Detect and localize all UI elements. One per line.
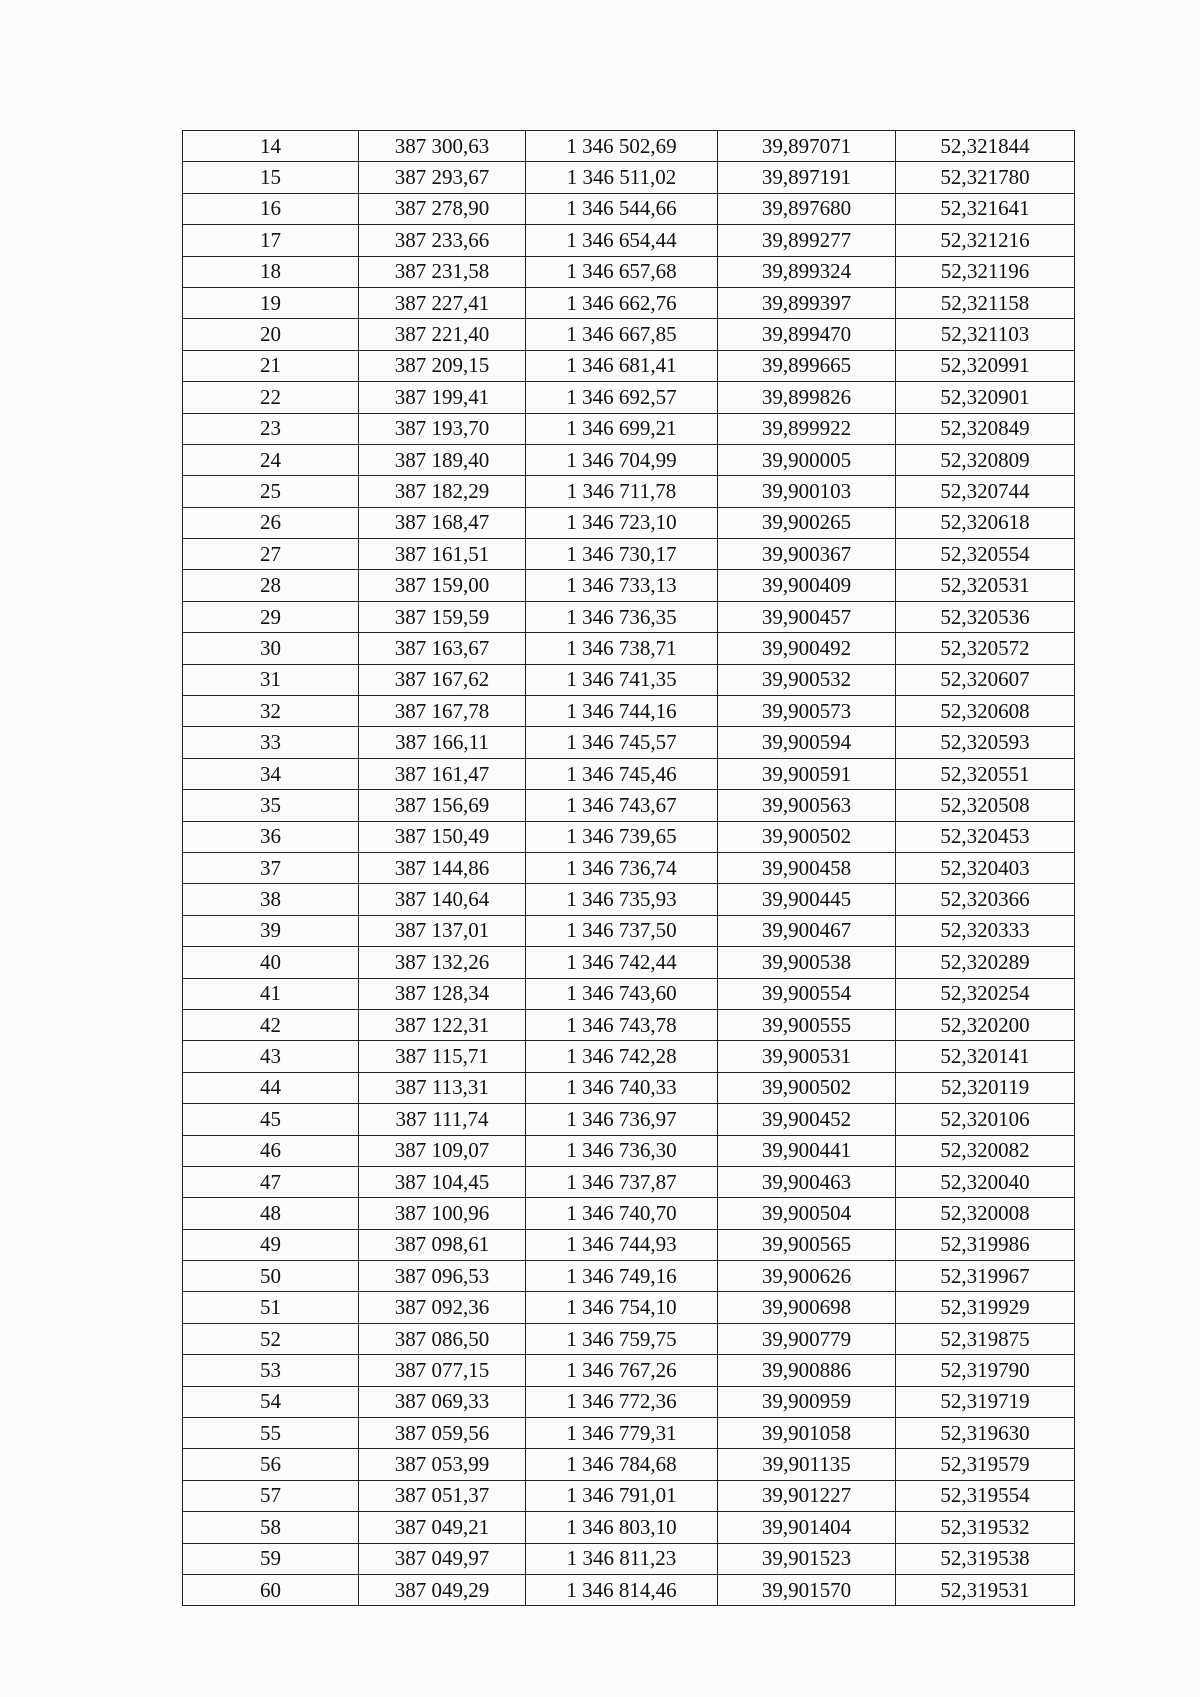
table-row (183, 1041, 1075, 1072)
point-number-cell: 41 (183, 978, 359, 1009)
latitude-cell: 52,321641 (896, 193, 1075, 224)
point-number-cell: 20 (183, 319, 359, 350)
latitude-cell: 52,320508 (896, 790, 1075, 821)
y-coordinate-cell: 1 346 736,35 (526, 601, 718, 632)
latitude-cell: 52,320551 (896, 758, 1075, 789)
y-coordinate-cell: 1 346 736,97 (526, 1104, 718, 1135)
point-number-cell: 52 (183, 1323, 359, 1354)
point-number-cell: 35 (183, 790, 359, 821)
x-coordinate-cell: 387 189,40 (359, 444, 526, 475)
x-coordinate-cell: 387 182,29 (359, 476, 526, 507)
point-number-cell: 19 (183, 287, 359, 318)
y-coordinate-cell: 1 346 667,85 (526, 319, 718, 350)
longitude-cell: 39,900409 (718, 570, 896, 601)
latitude-cell: 52,320106 (896, 1104, 1075, 1135)
longitude-cell: 39,897191 (718, 162, 896, 193)
y-coordinate-cell: 1 346 741,35 (526, 664, 718, 695)
y-coordinate-cell: 1 346 662,76 (526, 287, 718, 318)
y-coordinate-cell: 1 346 749,16 (526, 1261, 718, 1292)
longitude-cell: 39,900531 (718, 1041, 896, 1072)
longitude-cell: 39,900698 (718, 1292, 896, 1323)
x-coordinate-cell: 387 150,49 (359, 821, 526, 852)
point-number-cell: 15 (183, 162, 359, 193)
latitude-cell: 52,320453 (896, 821, 1075, 852)
point-number-cell: 34 (183, 758, 359, 789)
latitude-cell: 52,320536 (896, 601, 1075, 632)
y-coordinate-cell: 1 346 740,70 (526, 1198, 718, 1229)
longitude-cell: 39,900538 (718, 947, 896, 978)
y-coordinate-cell: 1 346 784,68 (526, 1449, 718, 1480)
point-number-cell: 29 (183, 601, 359, 632)
longitude-cell: 39,900594 (718, 727, 896, 758)
table-row (183, 727, 1075, 758)
table-row (183, 319, 1075, 350)
table-row (183, 287, 1075, 318)
latitude-cell: 52,320593 (896, 727, 1075, 758)
x-coordinate-cell: 387 167,62 (359, 664, 526, 695)
longitude-cell: 39,900502 (718, 821, 896, 852)
y-coordinate-cell: 1 346 723,10 (526, 507, 718, 538)
longitude-cell: 39,900779 (718, 1323, 896, 1354)
y-coordinate-cell: 1 346 803,10 (526, 1512, 718, 1543)
y-coordinate-cell: 1 346 759,75 (526, 1323, 718, 1354)
longitude-cell: 39,900103 (718, 476, 896, 507)
latitude-cell: 52,320082 (896, 1135, 1075, 1166)
latitude-cell: 52,319719 (896, 1386, 1075, 1417)
x-coordinate-cell: 387 104,45 (359, 1166, 526, 1197)
y-coordinate-cell: 1 346 704,99 (526, 444, 718, 475)
longitude-cell: 39,900367 (718, 539, 896, 570)
longitude-cell: 39,900467 (718, 915, 896, 946)
latitude-cell: 52,319554 (896, 1480, 1075, 1511)
point-number-cell: 60 (183, 1574, 359, 1605)
point-number-cell: 42 (183, 1009, 359, 1040)
point-number-cell: 44 (183, 1072, 359, 1103)
y-coordinate-cell: 1 346 502,69 (526, 131, 718, 162)
point-number-cell: 50 (183, 1261, 359, 1292)
latitude-cell: 52,319790 (896, 1355, 1075, 1386)
y-coordinate-cell: 1 346 735,93 (526, 884, 718, 915)
latitude-cell: 52,320008 (896, 1198, 1075, 1229)
longitude-cell: 39,899470 (718, 319, 896, 350)
y-coordinate-cell: 1 346 736,30 (526, 1135, 718, 1166)
latitude-cell: 52,320618 (896, 507, 1075, 538)
table-row (183, 570, 1075, 601)
longitude-cell: 39,899324 (718, 256, 896, 287)
latitude-cell: 52,321216 (896, 225, 1075, 256)
coordinates-table-body (183, 131, 1075, 1606)
x-coordinate-cell: 387 109,07 (359, 1135, 526, 1166)
point-number-cell: 36 (183, 821, 359, 852)
longitude-cell: 39,900463 (718, 1166, 896, 1197)
x-coordinate-cell: 387 077,15 (359, 1355, 526, 1386)
longitude-cell: 39,900457 (718, 601, 896, 632)
table-row (183, 1480, 1075, 1511)
table-row (183, 758, 1075, 789)
table-row (183, 539, 1075, 570)
y-coordinate-cell: 1 346 711,78 (526, 476, 718, 507)
y-coordinate-cell: 1 346 745,57 (526, 727, 718, 758)
table-row (183, 507, 1075, 538)
table-row (183, 1009, 1075, 1040)
table-row (183, 1104, 1075, 1135)
table-row (183, 1355, 1075, 1386)
x-coordinate-cell: 387 092,36 (359, 1292, 526, 1323)
table-row (183, 1072, 1075, 1103)
longitude-cell: 39,900452 (718, 1104, 896, 1135)
x-coordinate-cell: 387 059,56 (359, 1418, 526, 1449)
longitude-cell: 39,897071 (718, 131, 896, 162)
table-row (183, 978, 1075, 1009)
x-coordinate-cell: 387 086,50 (359, 1323, 526, 1354)
y-coordinate-cell: 1 346 743,60 (526, 978, 718, 1009)
point-number-cell: 37 (183, 852, 359, 883)
longitude-cell: 39,900445 (718, 884, 896, 915)
y-coordinate-cell: 1 346 779,31 (526, 1418, 718, 1449)
longitude-cell: 39,901135 (718, 1449, 896, 1480)
table-row (183, 696, 1075, 727)
x-coordinate-cell: 387 096,53 (359, 1261, 526, 1292)
latitude-cell: 52,320200 (896, 1009, 1075, 1040)
point-number-cell: 32 (183, 696, 359, 727)
longitude-cell: 39,901058 (718, 1418, 896, 1449)
x-coordinate-cell: 387 122,31 (359, 1009, 526, 1040)
longitude-cell: 39,900591 (718, 758, 896, 789)
table-row (183, 1261, 1075, 1292)
point-number-cell: 59 (183, 1543, 359, 1574)
point-number-cell: 46 (183, 1135, 359, 1166)
table-row (183, 947, 1075, 978)
table-row (183, 413, 1075, 444)
x-coordinate-cell: 387 128,34 (359, 978, 526, 1009)
longitude-cell: 39,901404 (718, 1512, 896, 1543)
y-coordinate-cell: 1 346 742,28 (526, 1041, 718, 1072)
latitude-cell: 52,320809 (896, 444, 1075, 475)
point-number-cell: 24 (183, 444, 359, 475)
x-coordinate-cell: 387 049,29 (359, 1574, 526, 1605)
x-coordinate-cell: 387 053,99 (359, 1449, 526, 1480)
longitude-cell: 39,900458 (718, 852, 896, 883)
x-coordinate-cell: 387 159,00 (359, 570, 526, 601)
longitude-cell: 39,899826 (718, 382, 896, 413)
point-number-cell: 31 (183, 664, 359, 695)
table-row (183, 162, 1075, 193)
y-coordinate-cell: 1 346 733,13 (526, 570, 718, 601)
x-coordinate-cell: 387 193,70 (359, 413, 526, 444)
y-coordinate-cell: 1 346 692,57 (526, 382, 718, 413)
x-coordinate-cell: 387 166,11 (359, 727, 526, 758)
table-row (183, 821, 1075, 852)
y-coordinate-cell: 1 346 654,44 (526, 225, 718, 256)
longitude-cell: 39,897680 (718, 193, 896, 224)
y-coordinate-cell: 1 346 811,23 (526, 1543, 718, 1574)
y-coordinate-cell: 1 346 744,93 (526, 1229, 718, 1260)
latitude-cell: 52,319531 (896, 1574, 1075, 1605)
point-number-cell: 40 (183, 947, 359, 978)
latitude-cell: 52,320119 (896, 1072, 1075, 1103)
longitude-cell: 39,900563 (718, 790, 896, 821)
latitude-cell: 52,320333 (896, 915, 1075, 946)
table-row (183, 1418, 1075, 1449)
latitude-cell: 52,320901 (896, 382, 1075, 413)
y-coordinate-cell: 1 346 511,02 (526, 162, 718, 193)
y-coordinate-cell: 1 346 738,71 (526, 633, 718, 664)
x-coordinate-cell: 387 167,78 (359, 696, 526, 727)
latitude-cell: 52,321780 (896, 162, 1075, 193)
y-coordinate-cell: 1 346 767,26 (526, 1355, 718, 1386)
latitude-cell: 52,321158 (896, 287, 1075, 318)
y-coordinate-cell: 1 346 744,16 (526, 696, 718, 727)
table-row (183, 444, 1075, 475)
point-number-cell: 57 (183, 1480, 359, 1511)
longitude-cell: 39,900265 (718, 507, 896, 538)
table-row (183, 131, 1075, 162)
point-number-cell: 53 (183, 1355, 359, 1386)
latitude-cell: 52,319875 (896, 1323, 1075, 1354)
point-number-cell: 26 (183, 507, 359, 538)
longitude-cell: 39,900555 (718, 1009, 896, 1040)
point-number-cell: 51 (183, 1292, 359, 1323)
y-coordinate-cell: 1 346 742,44 (526, 947, 718, 978)
point-number-cell: 58 (183, 1512, 359, 1543)
latitude-cell: 52,319630 (896, 1418, 1075, 1449)
latitude-cell: 52,320554 (896, 539, 1075, 570)
latitude-cell: 52,319967 (896, 1261, 1075, 1292)
longitude-cell: 39,901523 (718, 1543, 896, 1574)
latitude-cell: 52,319538 (896, 1543, 1075, 1574)
x-coordinate-cell: 387 113,31 (359, 1072, 526, 1103)
x-coordinate-cell: 387 278,90 (359, 193, 526, 224)
latitude-cell: 52,320572 (896, 633, 1075, 664)
point-number-cell: 30 (183, 633, 359, 664)
y-coordinate-cell: 1 346 772,36 (526, 1386, 718, 1417)
point-number-cell: 55 (183, 1418, 359, 1449)
point-number-cell: 25 (183, 476, 359, 507)
latitude-cell: 52,319986 (896, 1229, 1075, 1260)
point-number-cell: 18 (183, 256, 359, 287)
x-coordinate-cell: 387 156,69 (359, 790, 526, 821)
point-number-cell: 27 (183, 539, 359, 570)
latitude-cell: 52,320531 (896, 570, 1075, 601)
point-number-cell: 17 (183, 225, 359, 256)
x-coordinate-cell: 387 300,63 (359, 131, 526, 162)
longitude-cell: 39,899665 (718, 350, 896, 381)
y-coordinate-cell: 1 346 736,74 (526, 852, 718, 883)
latitude-cell: 52,320289 (896, 947, 1075, 978)
table-row (183, 790, 1075, 821)
latitude-cell: 52,320366 (896, 884, 1075, 915)
y-coordinate-cell: 1 346 737,87 (526, 1166, 718, 1197)
x-coordinate-cell: 387 132,26 (359, 947, 526, 978)
x-coordinate-cell: 387 209,15 (359, 350, 526, 381)
latitude-cell: 52,321844 (896, 131, 1075, 162)
point-number-cell: 28 (183, 570, 359, 601)
table-row (183, 476, 1075, 507)
y-coordinate-cell: 1 346 740,33 (526, 1072, 718, 1103)
point-number-cell: 16 (183, 193, 359, 224)
longitude-cell: 39,900573 (718, 696, 896, 727)
point-number-cell: 56 (183, 1449, 359, 1480)
longitude-cell: 39,899277 (718, 225, 896, 256)
longitude-cell: 39,900492 (718, 633, 896, 664)
y-coordinate-cell: 1 346 739,65 (526, 821, 718, 852)
latitude-cell: 52,320254 (896, 978, 1075, 1009)
table-row (183, 601, 1075, 632)
x-coordinate-cell: 387 199,41 (359, 382, 526, 413)
longitude-cell: 39,900886 (718, 1355, 896, 1386)
table-row (183, 1229, 1075, 1260)
point-number-cell: 23 (183, 413, 359, 444)
point-number-cell: 54 (183, 1386, 359, 1417)
y-coordinate-cell: 1 346 745,46 (526, 758, 718, 789)
x-coordinate-cell: 387 049,97 (359, 1543, 526, 1574)
table-row (183, 633, 1075, 664)
table-row (183, 1543, 1075, 1574)
table-row (183, 664, 1075, 695)
longitude-cell: 39,900626 (718, 1261, 896, 1292)
x-coordinate-cell: 387 161,51 (359, 539, 526, 570)
table-row (183, 350, 1075, 381)
point-number-cell: 45 (183, 1104, 359, 1135)
table-row (183, 1574, 1075, 1605)
point-number-cell: 14 (183, 131, 359, 162)
latitude-cell: 52,319532 (896, 1512, 1075, 1543)
longitude-cell: 39,900532 (718, 664, 896, 695)
y-coordinate-cell: 1 346 544,66 (526, 193, 718, 224)
x-coordinate-cell: 387 049,21 (359, 1512, 526, 1543)
x-coordinate-cell: 387 159,59 (359, 601, 526, 632)
y-coordinate-cell: 1 346 730,17 (526, 539, 718, 570)
point-number-cell: 38 (183, 884, 359, 915)
table-row (183, 1449, 1075, 1480)
longitude-cell: 39,900441 (718, 1135, 896, 1166)
latitude-cell: 52,320040 (896, 1166, 1075, 1197)
y-coordinate-cell: 1 346 754,10 (526, 1292, 718, 1323)
latitude-cell: 52,320849 (896, 413, 1075, 444)
y-coordinate-cell: 1 346 814,46 (526, 1574, 718, 1605)
longitude-cell: 39,900005 (718, 444, 896, 475)
table-row (183, 1166, 1075, 1197)
table-row (183, 1512, 1075, 1543)
y-coordinate-cell: 1 346 737,50 (526, 915, 718, 946)
x-coordinate-cell: 387 111,74 (359, 1104, 526, 1135)
y-coordinate-cell: 1 346 791,01 (526, 1480, 718, 1511)
y-coordinate-cell: 1 346 743,78 (526, 1009, 718, 1040)
x-coordinate-cell: 387 233,66 (359, 225, 526, 256)
x-coordinate-cell: 387 231,58 (359, 256, 526, 287)
point-number-cell: 39 (183, 915, 359, 946)
latitude-cell: 52,320607 (896, 664, 1075, 695)
table-row (183, 1386, 1075, 1417)
table-row (183, 1135, 1075, 1166)
longitude-cell: 39,900554 (718, 978, 896, 1009)
longitude-cell: 39,901227 (718, 1480, 896, 1511)
point-number-cell: 21 (183, 350, 359, 381)
longitude-cell: 39,901570 (718, 1574, 896, 1605)
longitude-cell: 39,900565 (718, 1229, 896, 1260)
coordinates-table (182, 130, 1075, 1606)
point-number-cell: 47 (183, 1166, 359, 1197)
x-coordinate-cell: 387 221,40 (359, 319, 526, 350)
x-coordinate-cell: 387 161,47 (359, 758, 526, 789)
point-number-cell: 49 (183, 1229, 359, 1260)
table-row (183, 225, 1075, 256)
table-row (183, 1292, 1075, 1323)
x-coordinate-cell: 387 115,71 (359, 1041, 526, 1072)
table-row (183, 1198, 1075, 1229)
x-coordinate-cell: 387 227,41 (359, 287, 526, 318)
y-coordinate-cell: 1 346 699,21 (526, 413, 718, 444)
x-coordinate-cell: 387 051,37 (359, 1480, 526, 1511)
x-coordinate-cell: 387 168,47 (359, 507, 526, 538)
table-row (183, 1323, 1075, 1354)
point-number-cell: 33 (183, 727, 359, 758)
table-row (183, 382, 1075, 413)
table-row (183, 256, 1075, 287)
x-coordinate-cell: 387 098,61 (359, 1229, 526, 1260)
x-coordinate-cell: 387 137,01 (359, 915, 526, 946)
x-coordinate-cell: 387 100,96 (359, 1198, 526, 1229)
table-row (183, 852, 1075, 883)
latitude-cell: 52,321103 (896, 319, 1075, 350)
y-coordinate-cell: 1 346 681,41 (526, 350, 718, 381)
latitude-cell: 52,321196 (896, 256, 1075, 287)
latitude-cell: 52,320608 (896, 696, 1075, 727)
longitude-cell: 39,900959 (718, 1386, 896, 1417)
x-coordinate-cell: 387 069,33 (359, 1386, 526, 1417)
longitude-cell: 39,899922 (718, 413, 896, 444)
latitude-cell: 52,319579 (896, 1449, 1075, 1480)
latitude-cell: 52,320991 (896, 350, 1075, 381)
latitude-cell: 52,320403 (896, 852, 1075, 883)
longitude-cell: 39,900504 (718, 1198, 896, 1229)
y-coordinate-cell: 1 346 743,67 (526, 790, 718, 821)
longitude-cell: 39,899397 (718, 287, 896, 318)
x-coordinate-cell: 387 144,86 (359, 852, 526, 883)
point-number-cell: 48 (183, 1198, 359, 1229)
table-row (183, 884, 1075, 915)
y-coordinate-cell: 1 346 657,68 (526, 256, 718, 287)
table-row (183, 193, 1075, 224)
x-coordinate-cell: 387 140,64 (359, 884, 526, 915)
point-number-cell: 43 (183, 1041, 359, 1072)
point-number-cell: 22 (183, 382, 359, 413)
x-coordinate-cell: 387 163,67 (359, 633, 526, 664)
latitude-cell: 52,320141 (896, 1041, 1075, 1072)
table-row (183, 915, 1075, 946)
longitude-cell: 39,900502 (718, 1072, 896, 1103)
latitude-cell: 52,319929 (896, 1292, 1075, 1323)
x-coordinate-cell: 387 293,67 (359, 162, 526, 193)
latitude-cell: 52,320744 (896, 476, 1075, 507)
